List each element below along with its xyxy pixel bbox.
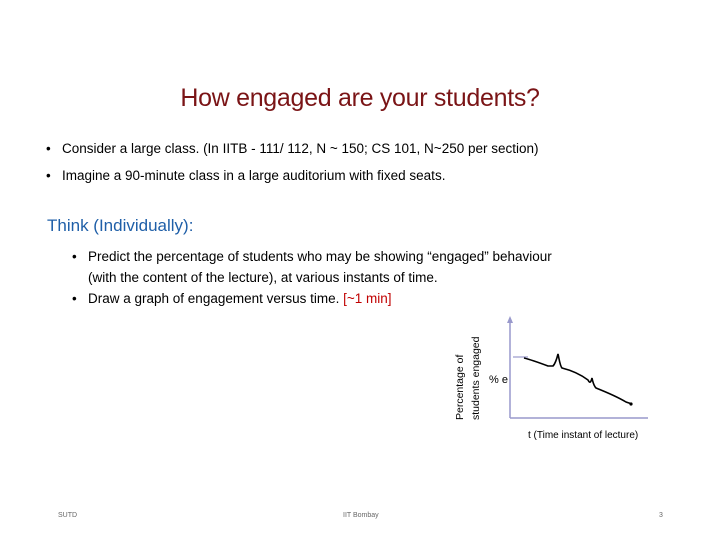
engagement-curve [524, 354, 632, 404]
sub-bullet-text: Draw a graph of engagement versus time. [88, 291, 344, 306]
bullet-dot: • [72, 249, 77, 264]
bullet-dot: • [72, 291, 77, 306]
footer-left: SUTD [58, 512, 78, 519]
time-highlight: [~1 min] [343, 291, 392, 306]
sub-bullet-text: Predict the percentage of students who may be showing “engaged” behaviour [88, 249, 552, 264]
think-heading: Think (Individually): [47, 216, 194, 235]
bullet-dot: • [46, 141, 51, 156]
sub-bullet-continuation: (with the content of the lecture), at various instants of time. [88, 270, 438, 285]
y-axis-label-line1: Percentage of [454, 354, 466, 420]
bullet-text: Consider a large class. (In IITB - 111/ 112, N ~ 150; CS 101, N~250 per section) [62, 141, 539, 156]
footer-center: IIT Bombay [343, 512, 379, 519]
y-axis-label-line2: students engaged [470, 336, 482, 420]
slide-title: How engaged are your students? [180, 84, 540, 112]
x-axis-label: t (Time instant of lecture) [528, 430, 639, 441]
bullet-text: Imagine a 90-minute class in a large auditorium with fixed seats. [62, 168, 446, 183]
curve-end-dot [629, 402, 632, 405]
bullet-dot: • [46, 168, 51, 183]
y-axis-arrow-icon [507, 316, 513, 323]
marker-label: % e [489, 374, 508, 386]
slide-number: 3 [659, 512, 663, 519]
